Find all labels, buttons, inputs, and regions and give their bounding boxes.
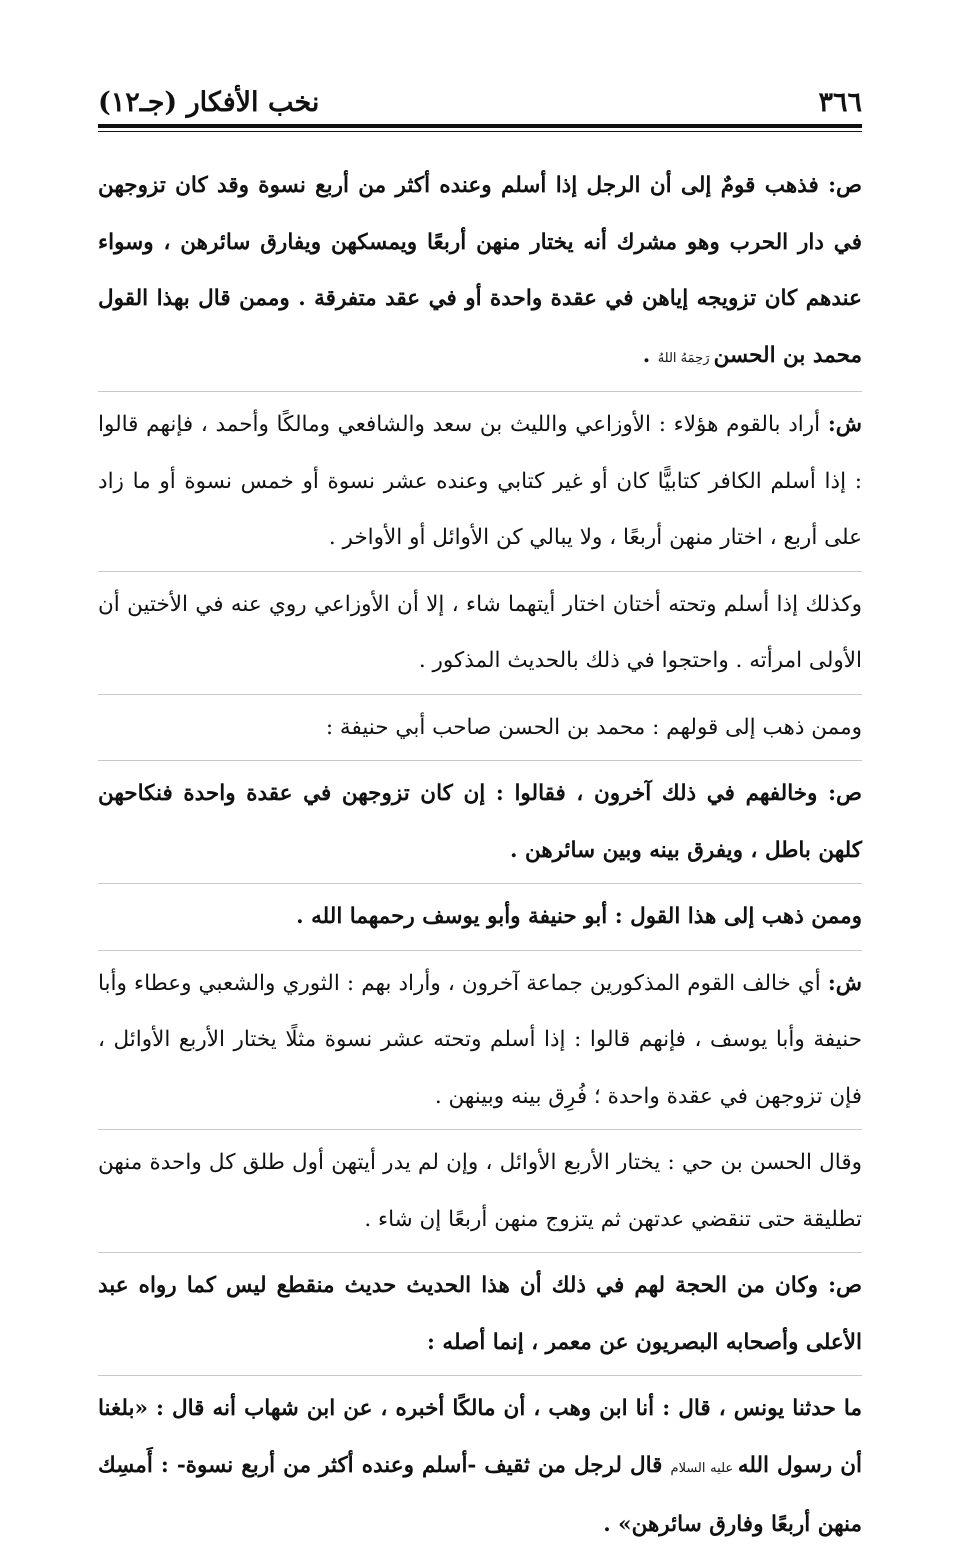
paragraph-marker: ص: [828,781,862,806]
paragraph [98,1381,862,1558]
header-rule-thin [98,131,862,132]
paragraph-text: أراد بالقوم هؤلاء : الأوزاعي والليث بن سعد والشافعي ومالكًا وأحمد ، فإنهم قالوا : إذا أسلم الكافر كتابيًّا كان أو غير كتابي وعنده عشر نسوة أو خمس نسوة أو ما زاد على أربع ، اختار منهن أربعًا ، ولا يبالي كن الأوائل أو الأواخر . [98,412,862,550]
paragraph [98,700,862,762]
paragraph-text: أي خالف القوم المذكورين جماعة آخرون ، وأراد بهم : الثوري والشعبي وعطاء وأبا حنيفة وأبا يوسف ، فإنهم قالوا : إذا أسلم وتحته عشر نسوة مثلًا يختار الأربع الأوائل ، فإن تزوجهن في عقدة واحدة ؛ فُرِق بينه وبينهن . [98,970,862,1109]
paragraph [98,158,862,392]
paragraph-text: وكان من الحجة لهم في ذلك أن هذا الحديث حديث منقطع ليس كما رواه عبد الأعلى وأصحابه البصريون عن معمر ، إنما أصله : [98,1273,862,1355]
paragraph-text: وكذلك إذا أسلم وتحته أختان اختار أيتهما شاء ، إلا أن الأوزاعي روي عنه في الأختين أن الأولى امرأته . واحتجوا في ذلك بالحديث المذكور . [98,591,862,673]
paragraph [98,956,862,1131]
paragraph-marker: ص: [828,1273,862,1298]
paragraph-text: وقال الحسن بن حي : يختار الأربع الأوائل ، وإن لم يدر أيتهن أول طلق كل واحدة منهن تطليقة حتى تنقضي عدتهن ثم يتزوج منهن أربعًا إن شاء . [98,1150,862,1232]
paragraph [98,1135,862,1253]
paragraph-text: وممن ذهب إلى قولهم : محمد بن الحسن صاحب أبي حنيفة : [325,714,862,740]
paragraph [98,766,862,884]
honorific-mark: عليه السلام [670,1460,738,1476]
paragraph-text: وخالفهم في ذلك آخرون ، فقالوا : إن كان تزوجهن في عقدة واحدة فنكاحهن كلهن باطل ، ويفرق بينه وبين سائرهن . [98,781,862,863]
paragraph [98,397,862,572]
paragraph-text: وممن ذهب إلى هذا القول : أبو حنيفة وأبو يوسف رحمهما الله . [296,904,862,929]
page-number: ٣٦٦ [818,87,862,118]
paragraph-text: ما حدثنا يونس ، قال : أنا ابن وهب ، أن مالكًا أخبره ، عن ابن شهاب أنه قال : «بلغنا أن رسول الله [98,1396,862,1478]
book-title: نخب الأفكار (جـ١٢) [98,87,320,118]
paragraph [98,1258,862,1376]
page-header [98,70,862,116]
honorific-mark: رَحِمَهُ اللهُ [657,350,714,366]
paragraph-marker: ش: [827,970,862,996]
paragraph [98,889,862,951]
paragraph-tail: . [642,342,658,368]
paragraph-marker: ش: [827,412,862,437]
header-rule-thick [98,124,862,128]
paragraph-text: فذهب قومٌ إلى أن الرجل إذا أسلم وعنده أكثر من أربع نسوة وقد كان تزوجهن في دار الحرب وهو مشرك أنه يختار منهن أربعًا ويمسكهن ويفارق سائرهن ، وسواء عندهم كان تزويجه إياهن في عقدة واحدة أو في عقد متفرقة . وممن قال بهذا القول محمد بن الحسن [98,173,862,368]
paragraph [98,577,862,695]
page-body [98,158,862,1558]
paragraph-tail: قال لرجل من ثقيف -أسلم وعنده أكثر من أربع نسوة- : أَمسِك منهن أربعًا وفارق سائرهن» . [98,1452,862,1537]
paragraph-marker: ص: [828,173,862,198]
